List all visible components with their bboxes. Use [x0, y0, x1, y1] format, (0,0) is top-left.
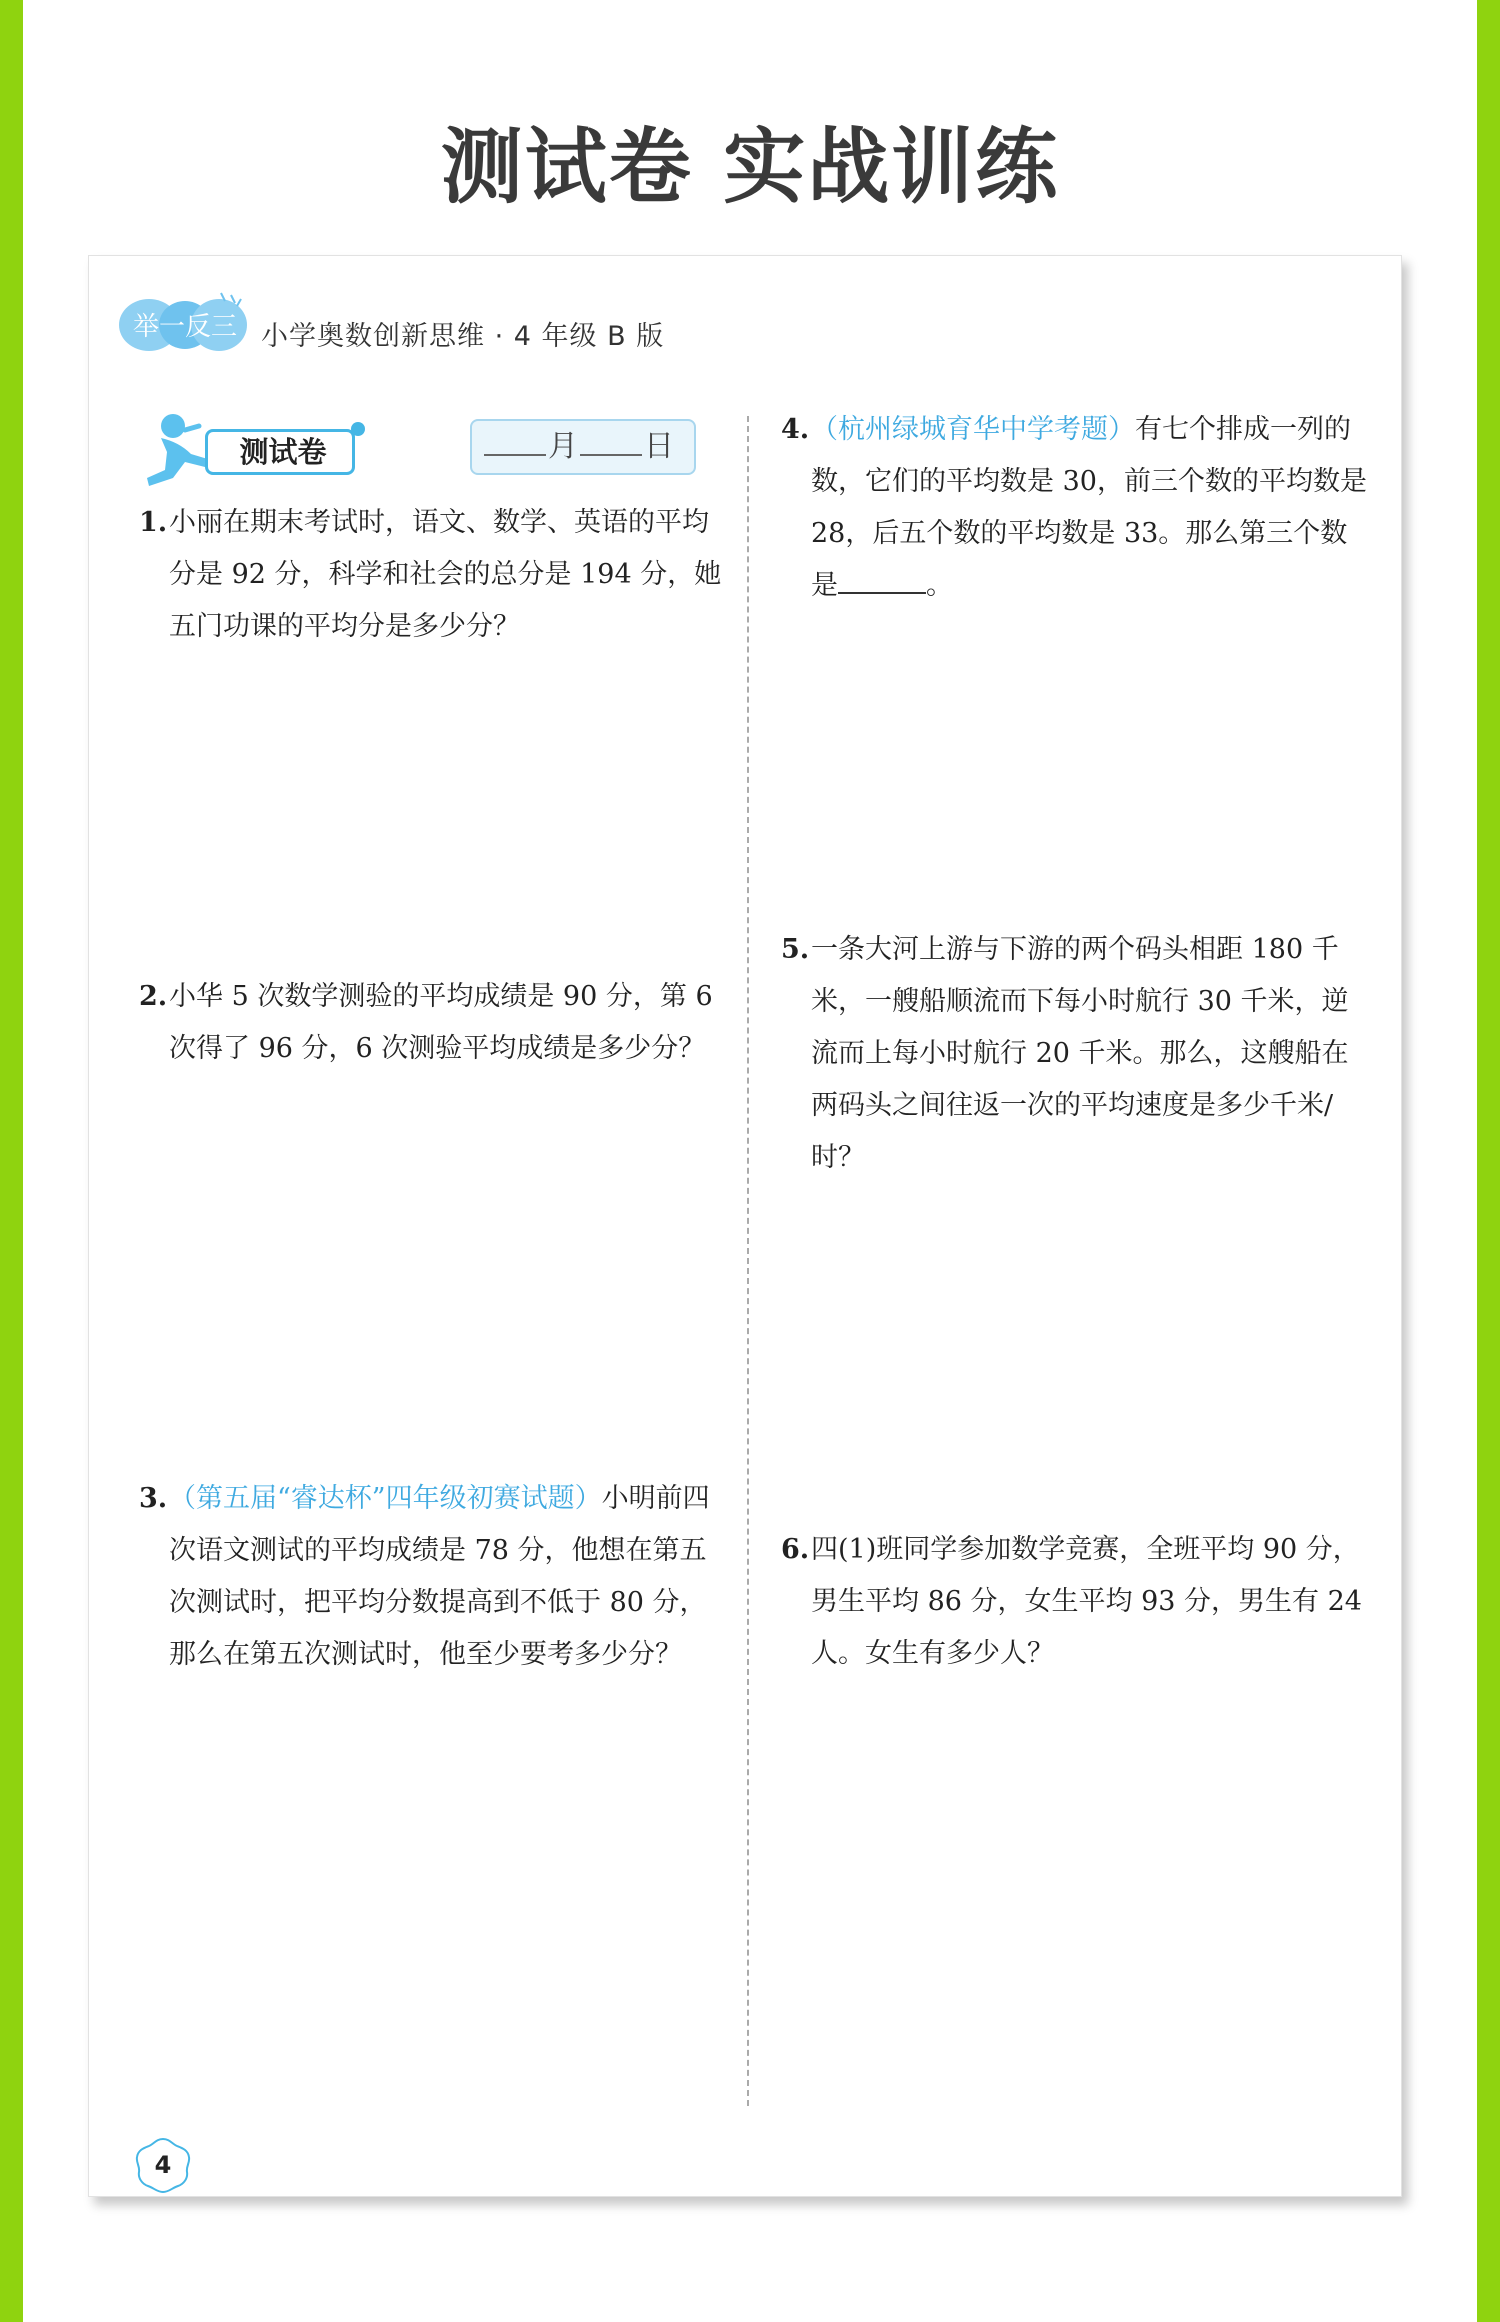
right-green-border — [1477, 0, 1500, 2322]
question-5 — [781, 924, 1371, 1184]
question-source: （杭州绿城育华中学考题） — [811, 414, 1135, 445]
question-2 — [139, 971, 729, 1075]
question-text: 小明前四次语文测试的平均成绩是 78 分，他想在第五次测试时，把平均分数提高到不低于 80 分，那么在第五次测试时，他至少要考多少分？ — [169, 1483, 710, 1670]
day-label: 日 — [644, 429, 674, 464]
day-blank[interactable] — [580, 424, 642, 456]
question-number: 6. — [781, 1534, 810, 1565]
month-label: 月 — [548, 429, 578, 464]
question-text: 小丽在期末考试时，语文、数学、英语的平均分是 92 分，科学和社会的总分是 194 分，她五门功课的平均分是多少分？ — [169, 507, 722, 642]
column-divider — [747, 416, 749, 2106]
book-series-header: 小学奥数创新思维 · 4 年级 B 版 — [261, 321, 665, 352]
question-source: （第五届“睿达杯”四年级初赛试题） — [169, 1483, 602, 1514]
dot-icon — [349, 420, 367, 438]
book-logo-icon — [119, 291, 251, 355]
question-number: 5. — [781, 934, 810, 965]
month-blank[interactable] — [484, 424, 546, 456]
question-number: 3. — [139, 1483, 168, 1514]
question-text: 一条大河上游与下游的两个码头相距 180 千米，一艘船顺流而下每小时航行 30 千米，逆流而上每小时航行 20 千米。那么，这艘船在两码头之间往返一次的平均速度是多少千米/时？ — [811, 934, 1349, 1173]
question-text: 有七个排成一列的数，它们的平均数是 30，前三个数的平均数是 28，后五个数的平均数是 33。那么第三个数是 — [811, 414, 1367, 601]
question-6 — [781, 1524, 1371, 1680]
left-green-border — [0, 0, 23, 2322]
question-number: 4. — [781, 414, 810, 445]
page-number-text: 4 — [154, 2151, 172, 2179]
section-badge-tab — [205, 429, 355, 475]
question-text: 四(1)班同学参加数学竞赛，全班平均 90 分，男生平均 86 分，女生平均 93 分，男生有 24 人。女生有多少人？ — [811, 1534, 1362, 1669]
worksheet-page — [88, 255, 1402, 2197]
question-4 — [781, 404, 1371, 612]
answer-blank[interactable] — [838, 564, 926, 594]
page-title: 测试卷 实战训练 — [440, 120, 1060, 215]
question-number: 2. — [139, 981, 168, 1012]
section-badge — [139, 408, 389, 490]
date-field — [470, 419, 696, 475]
question-1 — [139, 497, 729, 653]
page-number — [134, 2136, 192, 2194]
question-3 — [139, 1473, 729, 1681]
question-text: 小华 5 次数学测验的平均成绩是 90 分，第 6 次得了 96 分，6 次测验平均成绩是多少分？ — [169, 981, 713, 1064]
section-badge-label: 测试卷 — [239, 435, 327, 469]
book-logo-text: 举一反三 — [132, 312, 238, 342]
question-number: 1. — [139, 507, 168, 538]
question-text-end: 。 — [926, 570, 953, 601]
